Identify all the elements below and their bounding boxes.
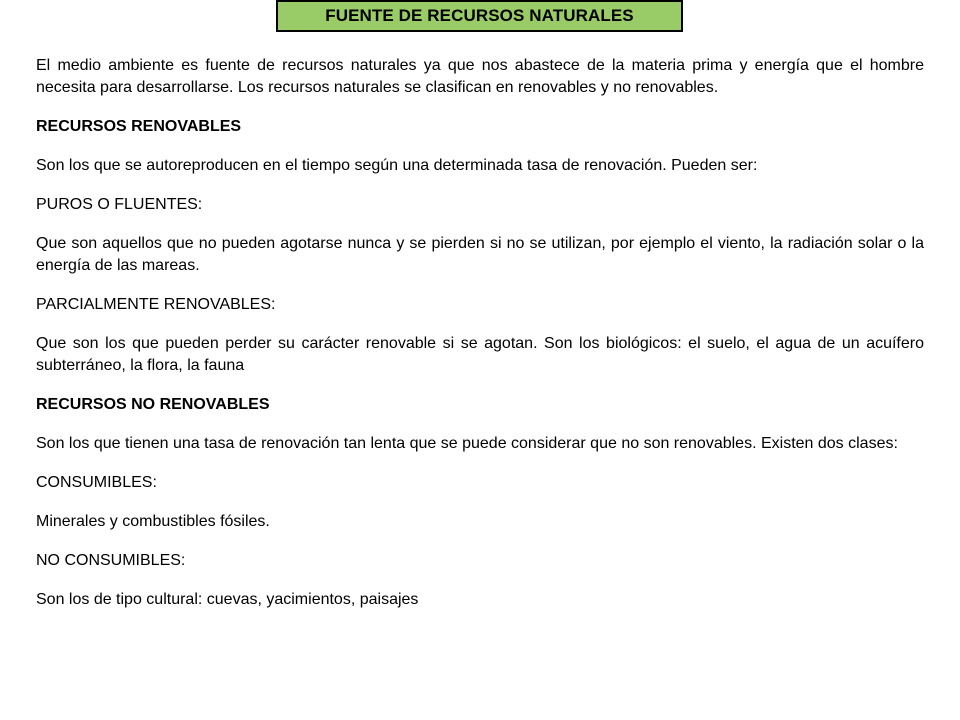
page-title: FUENTE DE RECURSOS NATURALES [325, 6, 634, 25]
pure-flowing-text: Que son aquellos que no pueden agotarse nunca y se pierden si no se utilizan, por ejemplo el viento, la radiación solar o la energía de las mareas. [36, 235, 924, 274]
renewable-resources-text: Son los que se autoreproducen en el tiempo según una determinada tasa de renovación. Pueden ser: [36, 157, 758, 174]
non-renewable-resources-heading: RECURSOS NO RENOVABLES [36, 396, 270, 413]
consumables-text: Minerales y combustibles fósiles. [36, 513, 270, 530]
title-banner [276, 0, 683, 32]
non-consumables-text: Son los de tipo cultural: cuevas, yacimientos, paisajes [36, 591, 419, 608]
renewable-resources-heading: RECURSOS RENOVABLES [36, 118, 242, 135]
partially-renewable-heading: PARCIALMENTE RENOVABLES: [36, 296, 276, 313]
partially-renewable-text: Que son los que pueden perder su carácter renovable si se agotan. Son los biológicos: el suelo, el agua de un acuífero subterráneo, la flora, la fauna [36, 335, 924, 374]
document-body [36, 55, 924, 628]
intro-paragraph: El medio ambiente es fuente de recursos naturales ya que nos abastece de la materia prima y energía que el hombre necesita para desarrollarse. Los recursos naturales se clasifican en renovables y no renovables. [36, 57, 924, 96]
consumables-heading: CONSUMIBLES: [36, 474, 157, 491]
non-renewable-resources-text: Son los que tienen una tasa de renovación tan lenta que se puede considerar que no son renovables. Existen dos clases: [36, 435, 898, 452]
non-consumables-heading: NO CONSUMIBLES: [36, 552, 186, 569]
pure-flowing-heading: PUROS O FLUENTES: [36, 196, 203, 213]
